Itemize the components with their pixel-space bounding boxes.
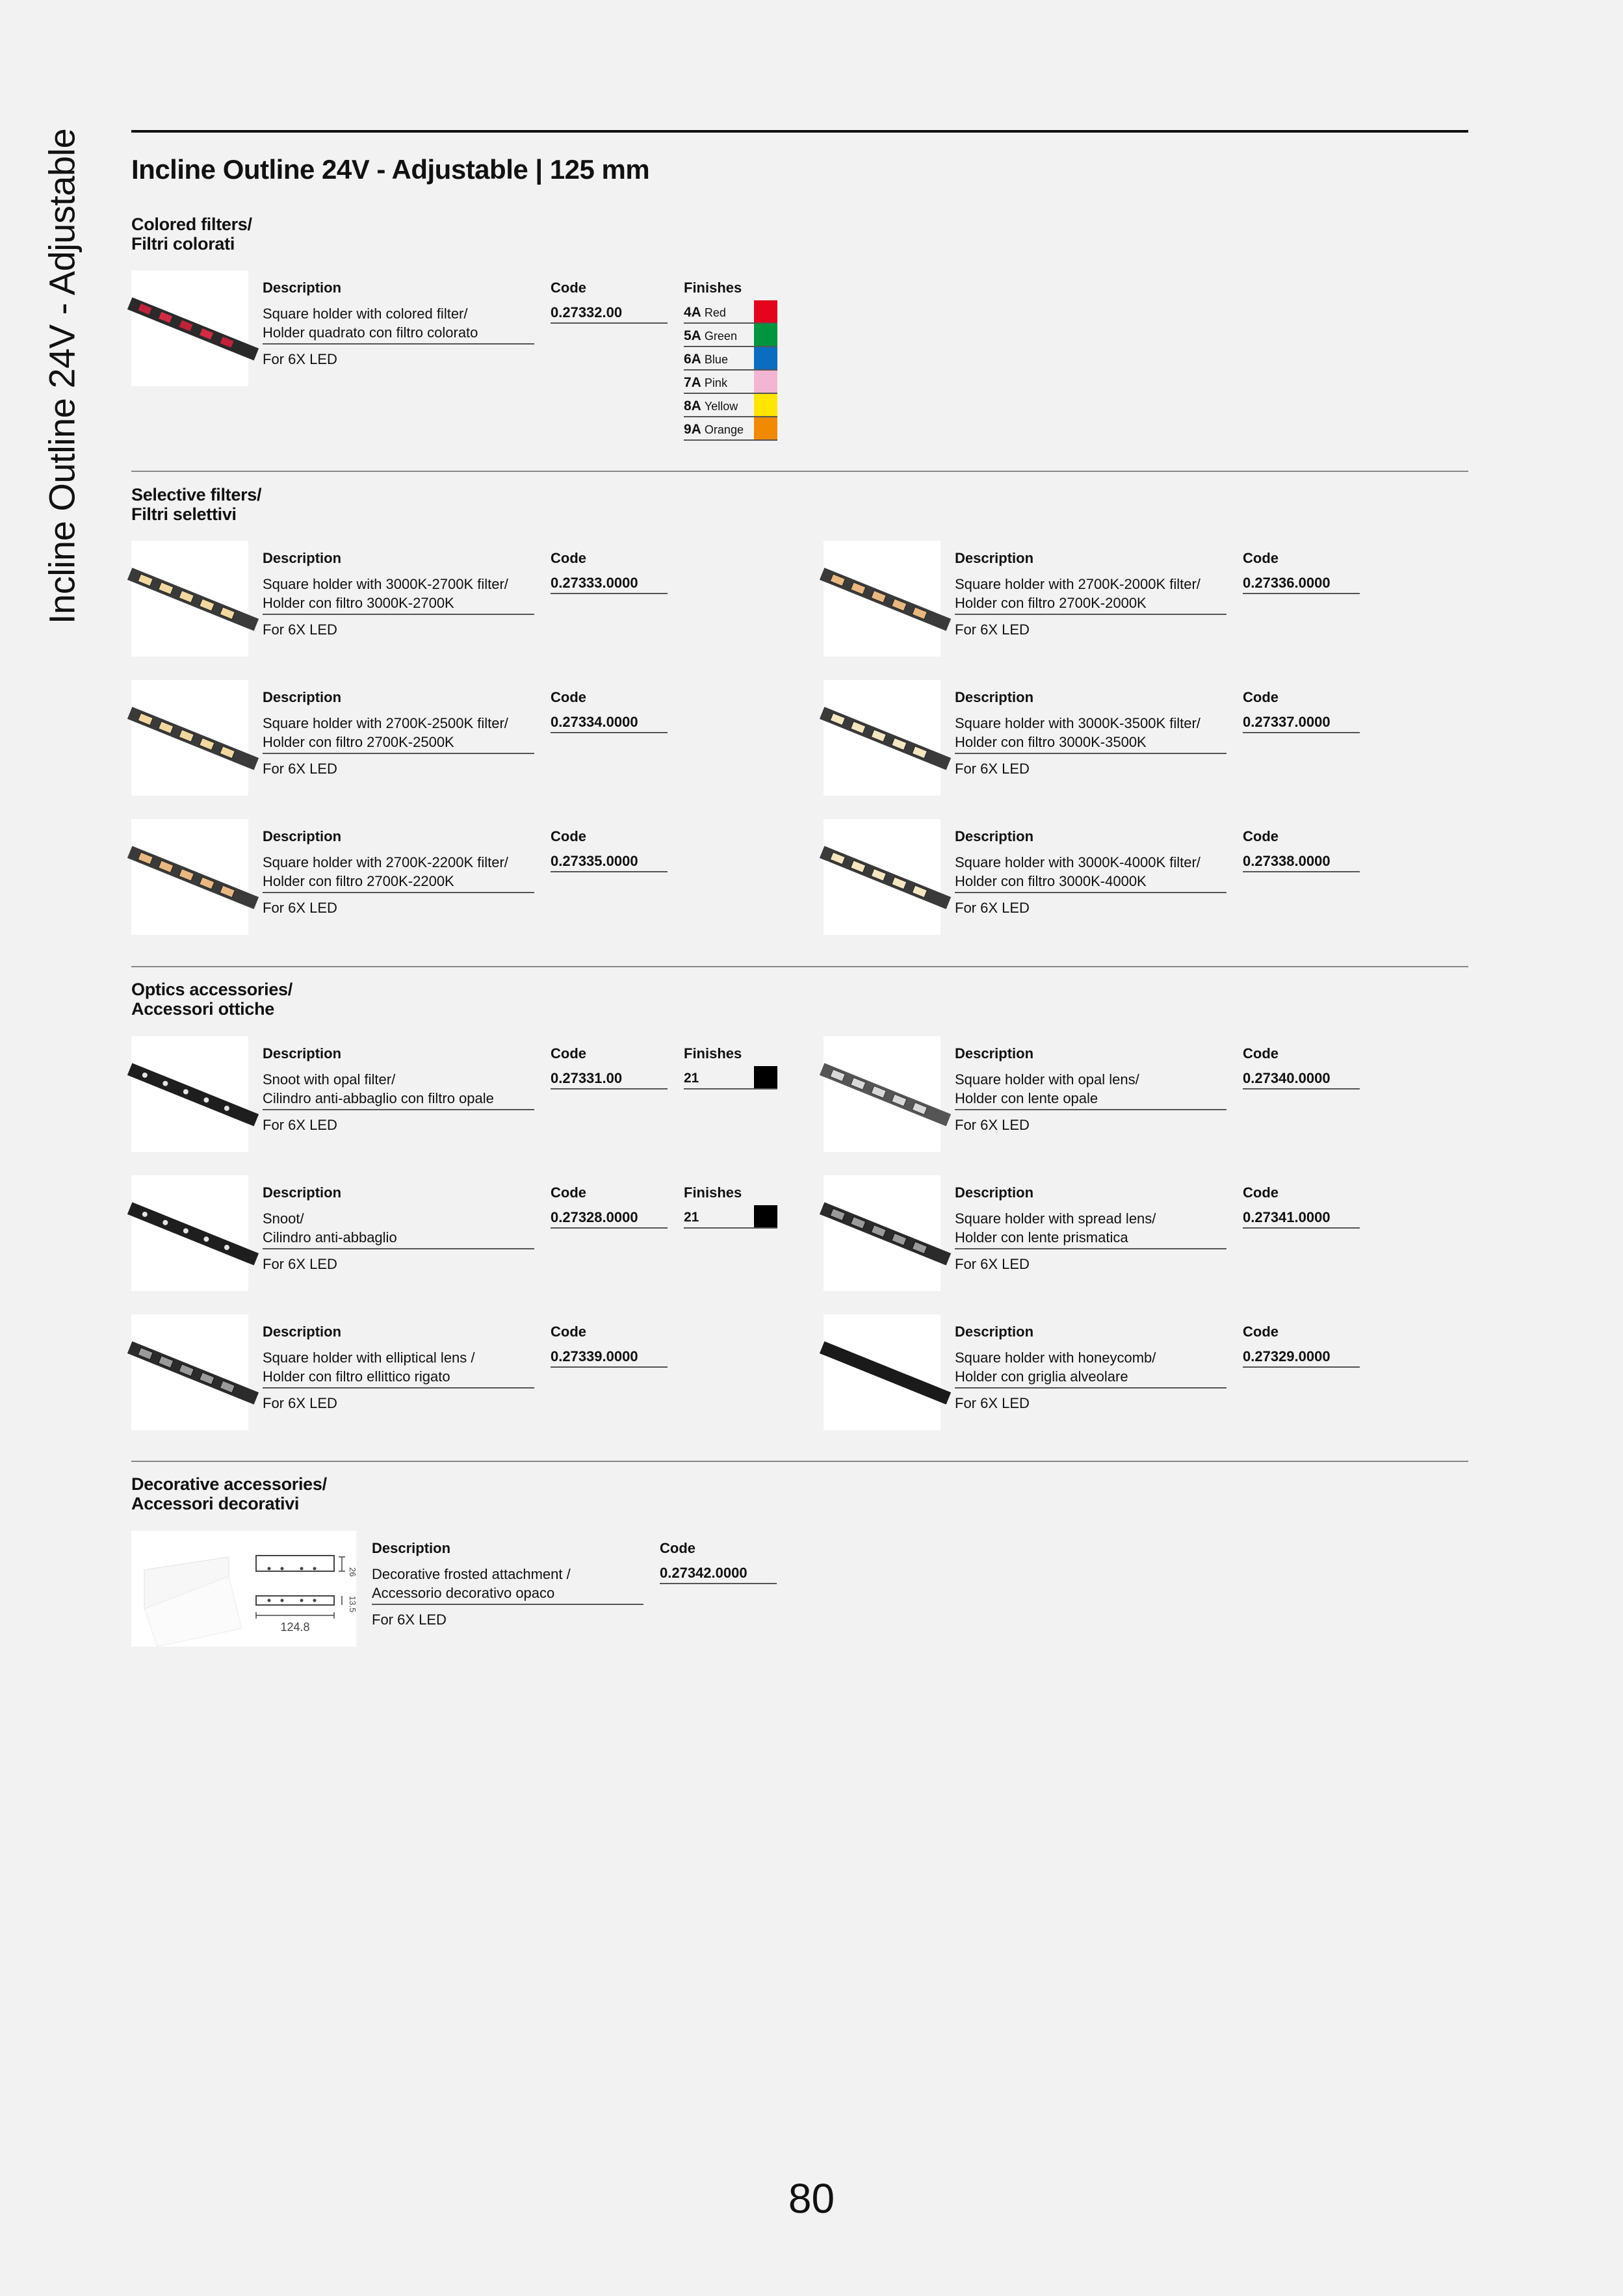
code-label: Code [1243, 1045, 1279, 1062]
decorative-item [131, 1531, 911, 1654]
led-note: For 6X LED [263, 761, 337, 777]
product-item [131, 1036, 781, 1160]
code-label: Code [1243, 689, 1279, 705]
finishes-label: Finishes [684, 1184, 742, 1201]
dimension-width: 124.8 [280, 1621, 310, 1634]
code-label: Code [551, 689, 586, 705]
product-item [824, 819, 1474, 943]
led-note: For 6X LED [263, 1256, 337, 1272]
code-label: Code [551, 1324, 586, 1340]
product-code: 0.27334.0000 [551, 714, 668, 733]
product-code: 0.27337.0000 [1243, 714, 1360, 733]
finish-row [684, 417, 777, 441]
product-code: 0.27339.0000 [551, 1348, 668, 1368]
product-thumbnail [824, 1036, 941, 1152]
product-code: 0.27335.0000 [551, 853, 668, 872]
description-text: Square holder with 2700K-2200K filter/ Holder con filtro 2700K-2200K [263, 853, 534, 893]
description-text: Snoot with opal filter/ Cilindro anti-abbaglio con filtro opale [263, 1070, 534, 1110]
led-note: For 6X LED [955, 900, 1030, 916]
product-thumbnail [824, 541, 941, 657]
description-text: Square holder with 3000K-3500K filter/ Holder con filtro 3000K-3500K [955, 714, 1227, 754]
colored-filters-heading: Colored filters/ Filtri colorati [131, 215, 252, 254]
description-label: Description [955, 550, 1034, 566]
finish-swatch [754, 371, 777, 393]
finish-row [684, 1205, 777, 1229]
dimension-height-2: 13.5 [348, 1596, 357, 1613]
finish-row [684, 371, 777, 394]
led-note: For 6X LED [263, 1117, 337, 1133]
description-label: Description [955, 1324, 1034, 1340]
colored-filter-item [131, 270, 781, 437]
optics-accessories-heading: Optics accessories/ Accessori ottiche [131, 980, 292, 1019]
product-item [131, 680, 781, 803]
finish-swatch [754, 347, 777, 369]
finish-name: Yellow [704, 400, 738, 413]
decorative-accessories-heading: Decorative accessories/ Accessori decorativi [131, 1474, 327, 1513]
finish-name: Red [704, 306, 726, 319]
product-code: 0.27333.0000 [551, 575, 668, 594]
led-note: For 6X LED [955, 621, 1030, 638]
description-label: Description [263, 1045, 342, 1062]
led-note: For 6X LED [263, 621, 337, 638]
top-rule [131, 130, 1468, 133]
product-thumbnail [131, 1314, 248, 1430]
description-text: Square holder with spread lens/ Holder con lente prismatica [955, 1209, 1227, 1249]
product-code: 0.27341.0000 [1243, 1209, 1360, 1229]
product-thumbnail [131, 1175, 248, 1291]
section-divider [131, 1461, 1468, 1462]
finish-code: 4A Red [684, 305, 726, 320]
product-item [131, 1175, 781, 1299]
page-number: 80 [788, 2175, 835, 2222]
finish-swatch [754, 394, 777, 416]
description-text: Square holder with elliptical lens / Holder con filtro ellittico rigato [263, 1348, 534, 1389]
led-note: For 6X LED [955, 1395, 1030, 1411]
description-label: Description [955, 689, 1034, 705]
product-code: 0.27336.0000 [1243, 575, 1360, 594]
finish-swatch [754, 417, 777, 439]
code-label: Code [551, 550, 586, 566]
section-divider [131, 966, 1468, 967]
code-label: Code [1243, 1184, 1279, 1201]
finish-name: Blue [704, 353, 728, 366]
product-item [824, 1036, 1474, 1160]
product-code: 0.27329.0000 [1243, 1348, 1360, 1368]
code-label: Code [660, 1540, 695, 1556]
product-code: 0.27328.0000 [551, 1209, 668, 1229]
product-item [824, 680, 1474, 803]
product-thumbnail [824, 1175, 941, 1291]
product-item [824, 1175, 1474, 1299]
led-note: For 6X LED [955, 1117, 1030, 1133]
finish-code: 21 [684, 1071, 699, 1086]
led-note: For 6X LED [955, 1256, 1030, 1272]
section-divider [131, 471, 1468, 472]
product-thumbnail [131, 541, 248, 657]
code-label: Code [1243, 1324, 1279, 1340]
code-label: Code [551, 280, 586, 296]
product-code: 0.27332.00 [551, 304, 668, 324]
code-label: Code [1243, 828, 1279, 844]
led-note: For 6X LED [263, 351, 337, 367]
finish-code: 21 [684, 1210, 699, 1225]
description-text: Square holder with honeycomb/ Holder con griglia alveolare [955, 1348, 1227, 1389]
description-text: Square holder with 2700K-2500K filter/ Holder con filtro 2700K-2500K [263, 714, 534, 754]
finish-name: Green [704, 330, 737, 343]
finish-row [684, 394, 777, 417]
finish-swatch [754, 1205, 777, 1227]
product-item [824, 541, 1474, 664]
product-item [824, 1314, 1474, 1438]
selective-filters-heading: Selective filters/ Filtri selettivi [131, 485, 262, 524]
finish-swatch [754, 300, 777, 322]
finish-code: 8A Yellow [684, 398, 738, 413]
description-label: Description [263, 689, 342, 705]
product-code: 0.27342.0000 [660, 1565, 777, 1584]
description-label: Description [263, 828, 342, 844]
finish-row [684, 347, 777, 371]
led-note: For 6X LED [263, 900, 337, 916]
finish-swatch [754, 1066, 777, 1088]
description-label: Description [263, 1184, 342, 1201]
product-item [131, 1314, 781, 1438]
description-text: Square holder with opal lens/ Holder con lente opale [955, 1070, 1227, 1110]
product-item [131, 819, 781, 943]
product-thumbnail [131, 1036, 248, 1152]
product-thumbnail [131, 680, 248, 796]
code-label: Code [551, 828, 586, 844]
description-label: Description [372, 1540, 451, 1556]
finishes-label: Finishes [684, 280, 742, 296]
page-title: Incline Outline 24V - Adjustable | 125 mm [131, 154, 650, 185]
product-thumbnail [824, 819, 941, 935]
finish-code: 7A Pink [684, 375, 727, 390]
finish-swatch [754, 324, 777, 346]
finishes-label: Finishes [684, 1045, 742, 1062]
product-code: 0.27331.00 [551, 1070, 668, 1089]
finish-code: 5A Green [684, 328, 737, 343]
code-label: Code [551, 1184, 586, 1201]
led-note: For 6X LED [955, 761, 1030, 777]
description-label: Description [263, 550, 342, 566]
finish-name: Orange [704, 423, 744, 436]
code-label: Code [551, 1045, 586, 1062]
description-label: Description [955, 1045, 1034, 1062]
code-label: Code [1243, 550, 1279, 566]
product-code: 0.27338.0000 [1243, 853, 1360, 872]
finish-code: 6A Blue [684, 352, 728, 367]
finish-row [684, 324, 777, 347]
description-label: Description [955, 828, 1034, 844]
led-note: For 6X LED [372, 1611, 447, 1628]
product-drawing [131, 1531, 356, 1647]
finish-row [684, 300, 777, 324]
description-label: Description [263, 1324, 342, 1340]
finish-row [684, 1066, 777, 1089]
led-note: For 6X LED [263, 1395, 337, 1411]
finish-code: 9A Orange [684, 422, 744, 437]
product-thumbnail [824, 680, 941, 796]
product-thumbnail [824, 1314, 941, 1430]
dimension-height-1: 26 [348, 1567, 357, 1577]
finish-name: Pink [704, 376, 727, 389]
description-label: Description [263, 280, 342, 296]
product-thumbnail [131, 270, 248, 386]
description-text: Square holder with 2700K-2000K filter/ Holder con filtro 2700K-2000K [955, 575, 1227, 615]
product-thumbnail [131, 819, 248, 935]
description-text: Square holder with colored filter/ Holder quadrato con filtro colorato [263, 304, 534, 345]
description-text: Square holder with 3000K-2700K filter/ Holder con filtro 3000K-2700K [263, 575, 534, 615]
product-code: 0.27340.0000 [1243, 1070, 1360, 1089]
description-label: Description [955, 1184, 1034, 1201]
description-text: Square holder with 3000K-4000K filter/ Holder con filtro 3000K-4000K [955, 853, 1227, 893]
side-title [36, 130, 88, 624]
description-text: Snoot/ Cilindro anti-abbaglio [263, 1209, 534, 1249]
side-title-text: Incline Outline 24V - Adjustable [41, 128, 83, 624]
product-item [131, 541, 781, 664]
description-text: Decorative frosted attachment / Accessorio decorativo opaco [372, 1565, 643, 1605]
